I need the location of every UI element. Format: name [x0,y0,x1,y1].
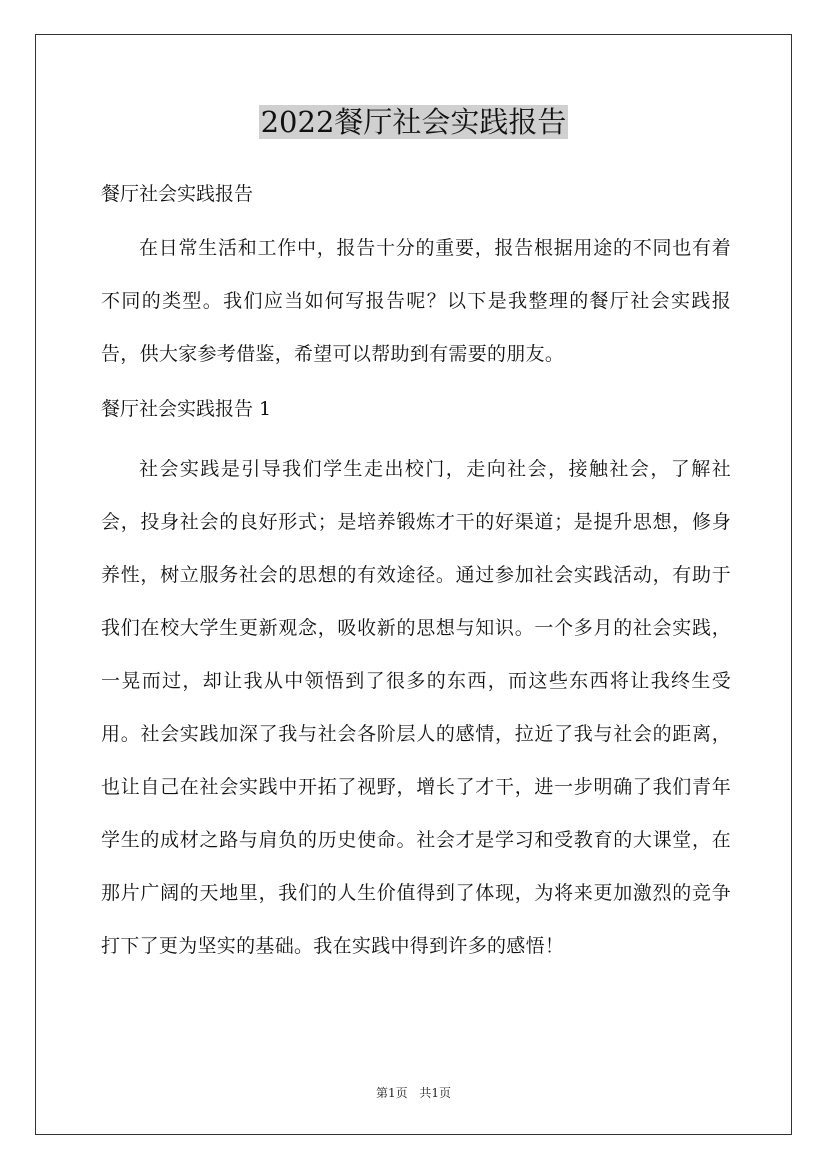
page-total: 共1页 [419,1086,452,1100]
document-title [0,100,827,144]
page-number: 第1页 [375,1086,408,1100]
document-body [101,172,731,973]
document-title-text: 2022餐厅社会实践报告 [260,105,567,139]
section-heading: 餐厅社会实践报告 1 [101,398,272,420]
body-paragraph: 社会实践是引导我们学生走出校门，走向社会，接触社会，了解社会，投身社会的良好形式；是培养锻炼才干的好渠道；是提升思想，修身养性，树立服务社会的思想的有效途径。通过参加社会实践活动，有助于我们在校大学生更新观念，吸收新的思想与知识。一个多月的社会实践，一晃而过，却让我从中领悟到了很多的东西，而这些东西将让我终生受用。社会实践加深了我与社会各阶层人的感情，拉近了我与社会的距离，也让自己在社会实践中开拓了视野，增长了才干，进一步明确了我们青年学生的成材之路与肩负的历史使命。社会才是学习和受教育的大课堂，在那片广阔的天地里，我们的人生价值得到了体现，为将来更加激烈的竞争打下了更为坚实的基础。我在实践中得到许多的感悟！ [101,458,731,957]
intro-paragraph: 在日常生活和工作中，报告十分的重要，报告根据用途的不同也有着不同的类型。我们应当如何写报告呢？以下是我整理的餐厅社会实践报告，供大家参考借鉴，希望可以帮助到有需要的朋友。 [101,237,731,365]
page-footer [0,1084,827,1102]
document-subtitle: 餐厅社会实践报告 [101,183,254,205]
